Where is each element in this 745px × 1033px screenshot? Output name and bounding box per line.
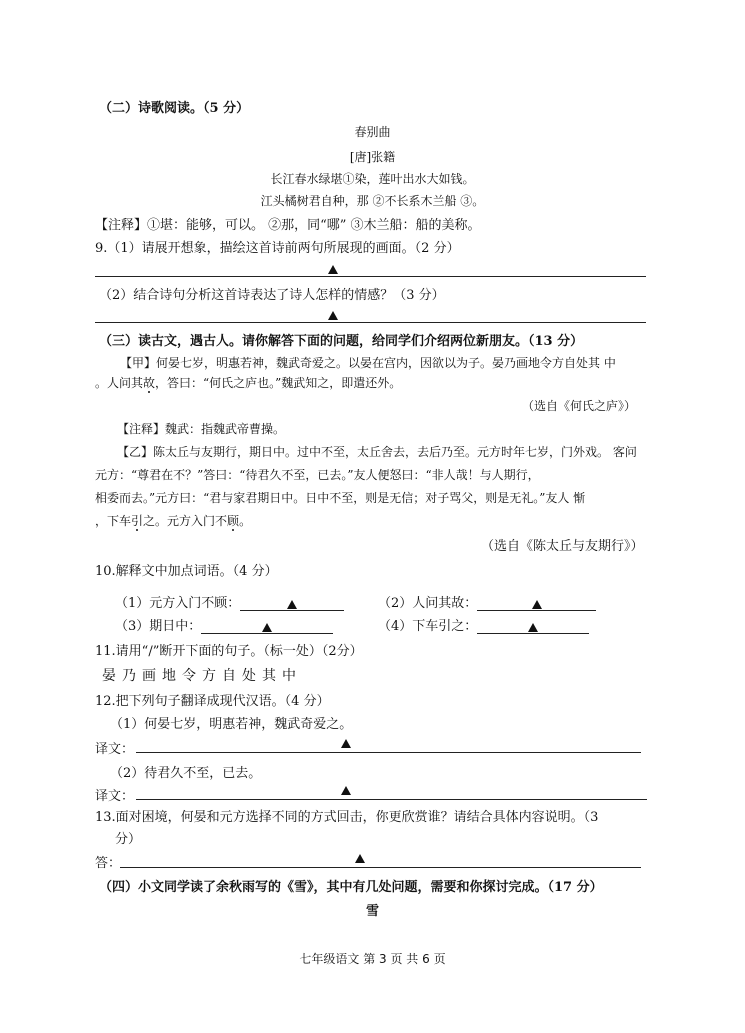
answer-line[interactable] [136,752,641,753]
page-footer: 七年级语文 第 3 页 共 6 页 [299,952,446,966]
q13-label: 答： [95,856,122,871]
q10-item-3: （3）期日中： [115,615,333,634]
answer-triangle-icon [341,786,351,795]
poem-line-1: 长江春水绿堪①染，莲叶出水大如钱。 [270,172,475,186]
q13-stem-line-2: 分） [115,832,142,847]
answer-line[interactable] [136,799,647,800]
answer-line [95,322,646,323]
dotted-word: 故 [143,376,156,390]
passage-yi-source: （选自《陈太丘与友期行》） [481,539,644,554]
q9-part2: （2）结合诗句分析这首诗表达了诗人怎样的情感？（3 分） [99,288,445,303]
passage-yi-line-4: ，下车引之。元方入门不顾。 [95,514,252,528]
q10-item-4: （4）下车引之： [378,615,589,634]
answer-triangle-icon [262,623,272,632]
dotted-word: 引 [131,514,144,528]
passage-yi-line-2: 元方：“尊君在不？”答曰：“待君久不至，已去。”友人便怒曰：“非人哉！与人期行， [95,468,540,482]
answer-triangle-icon [341,739,351,748]
answer-triangle-icon [287,600,297,609]
q12-item-2: （2）待君久不至，已去。 [110,766,262,781]
q12-item-1: （1）何晏七岁，明惠若神，魏武奇爱之。 [110,717,353,732]
dotted-word: 顾 [227,514,240,528]
poem-note: 【注释】①堪：能够，可以。 ②那，同“哪” ③木兰船：船的美称。 [95,218,481,233]
section2-heading: （二）诗歌阅读。（5 分） [99,101,250,116]
poem-author: [唐]张籍 [349,150,396,164]
passage-jia-line-1: 【甲】何晏七岁，明惠若神，魏武奇爱之。以晏在宫内，因欲以为子。晏乃画地令方自处其 中 [120,356,616,370]
answer-blank[interactable] [477,596,596,611]
answer-triangle-icon [532,600,542,609]
q11-sentence: 晏乃画地令方自处其中 [102,668,302,684]
passage-jia-note: 【注释】魏武：指魏武帝曹操。 [117,422,286,436]
q12-stem: 12.把下列句子翻译成现代汉语。（4 分） [95,694,330,709]
passage-jia-line-2: 。人问其故，答曰：“何氏之庐也。”魏武知之，即遣还外。 [95,376,402,390]
answer-line[interactable] [120,867,641,868]
section3-heading: （三）读古文，遇古人。请你解答下面的问题，给同学们介绍两位新朋友。（13 分） [99,334,584,349]
passage-yi-line-3: 相委而去。”元方曰：“君与家君期日中。日中不至，则是无信；对子骂父，则是无礼。”友人 惭 [95,491,586,505]
answer-triangle-icon [328,265,338,274]
q10-stem: 10.解释文中加点词语。（4 分） [95,564,278,579]
answer-blank[interactable] [477,619,589,634]
answer-blank[interactable] [201,619,333,634]
q13-stem-line-1: 13.面对困境，何晏和元方选择不同的方式回击，你更欣赏谁？请结合具体内容说明。（3 [95,810,599,825]
section4-heading: （四）小文同学读了余秋雨写的《雪》，其中有几处问题，需要和你探讨完成。（17 分） [99,880,603,895]
passage-yi-line-1: 【乙】陈太丘与友期行，期日中。过中不至，太丘舍去，去后乃至。元方时年七岁，门外戏。 客问 [117,445,637,459]
answer-line [95,276,646,277]
section4-title: 雪 [365,904,379,919]
passage-jia-source: （选自《何氏之庐》） [522,399,637,413]
answer-triangle-icon [355,854,365,863]
q12-label-2: 译文： [95,789,135,804]
q10-item-1: （1）元方入门不顾： [115,592,344,611]
answer-triangle-icon [328,311,338,320]
q12-label-1: 译文： [95,742,135,757]
poem-title: 春别曲 [354,125,391,139]
poem-line-2: 江头橘树君自种，那 ②不长系木兰船 ③。 [260,194,485,208]
answer-triangle-icon [528,623,538,632]
answer-blank[interactable] [240,596,344,611]
q10-item-2: （2）人问其故： [378,592,596,611]
q9-part1: 9.（1）请展开想象，描绘这首诗前两句所展现的画面。（2 分） [95,241,460,256]
q11-stem: 11.请用“/”断开下面的句子。（标一处）（2分） [95,644,363,659]
